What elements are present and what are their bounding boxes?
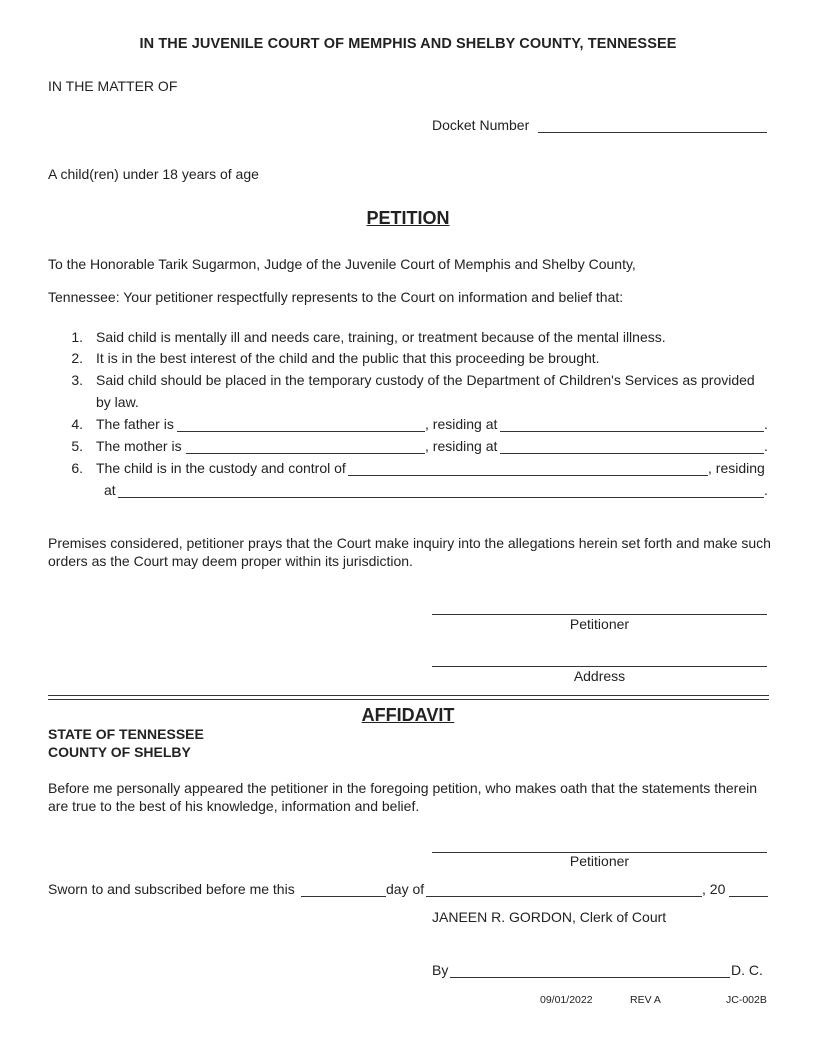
affidavit-petitioner-label: Petitioner bbox=[569, 853, 630, 869]
item-3-text: Said child should be placed in the temporary custody of the Department of Children's Services as provided bbox=[96, 372, 755, 388]
father-residing-label: , residing at bbox=[425, 416, 498, 432]
address-line[interactable] bbox=[432, 666, 767, 667]
mother-name-field[interactable] bbox=[186, 453, 425, 454]
section-divider bbox=[48, 695, 769, 700]
sworn-label: Sworn to and subscribed before me this bbox=[48, 881, 295, 897]
footer-form-number: JC-002B bbox=[726, 994, 767, 1006]
docket-number-field[interactable] bbox=[538, 132, 767, 133]
custody-label: The child is in the custody and control of bbox=[96, 460, 346, 476]
intro-line-2: Tennessee: Your petitioner respectfully represents to the Court on information and belief that: bbox=[48, 289, 624, 305]
item-2-number: 2. bbox=[71, 350, 83, 366]
footer-revision: REV A bbox=[630, 994, 661, 1006]
father-residence-field[interactable] bbox=[500, 431, 764, 432]
by-label: By bbox=[432, 962, 449, 978]
dc-label: D. C. bbox=[731, 962, 763, 978]
mother-residence-field[interactable] bbox=[500, 453, 764, 454]
petition-heading: PETITION bbox=[366, 208, 450, 228]
item-3-text-continued: by law. bbox=[96, 394, 139, 410]
item-2-text: It is in the best interest of the child and the public that this proceeding be brought. bbox=[96, 350, 600, 366]
year-prefix-label: , 20 bbox=[702, 881, 726, 897]
item-3-number: 3. bbox=[71, 372, 83, 388]
oath-paragraph: Before me personally appeared the petitioner in the foregoing petition, who makes oath that the statements therein are true to the best of his knowledge, information and belief. bbox=[48, 780, 757, 814]
affidavit-heading: AFFIDAVIT bbox=[361, 705, 455, 725]
item-5-number: 5. bbox=[71, 438, 83, 454]
deputy-clerk-signature-field[interactable] bbox=[450, 977, 730, 978]
premises-paragraph: Premises considered, petitioner prays that the Court make inquiry into the allegations herein set forth and make such orders as the Court may deem proper within its jurisdiction. bbox=[48, 535, 771, 569]
matter-of-label: IN THE MATTER OF bbox=[48, 78, 178, 94]
court-title: IN THE JUVENILE COURT OF MEMPHIS AND SHELBY COUNTY, TENNESSEE bbox=[139, 36, 677, 52]
day-of-label: day of bbox=[386, 881, 425, 897]
petitioner-signature-line[interactable] bbox=[432, 614, 767, 615]
item-1-text: Said child is mentally ill and needs care, training, or treatment because of the mental illness. bbox=[96, 329, 666, 345]
custody-line-end: . bbox=[764, 482, 768, 498]
item-1-number: 1. bbox=[71, 329, 83, 345]
custodian-name-field[interactable] bbox=[348, 475, 708, 476]
custodian-residence-field[interactable] bbox=[118, 497, 764, 498]
item-4-number: 4. bbox=[71, 416, 83, 432]
item-6-number: 6. bbox=[71, 460, 83, 476]
footer-date: 09/01/2022 bbox=[540, 994, 593, 1006]
sworn-month-field[interactable] bbox=[426, 896, 702, 897]
father-label: The father is bbox=[96, 416, 174, 432]
sworn-day-field[interactable] bbox=[301, 896, 386, 897]
father-name-field[interactable] bbox=[177, 431, 425, 432]
child-age-text: A child(ren) under 18 years of age bbox=[48, 166, 259, 182]
custody-residing-label: , residing bbox=[708, 460, 765, 476]
father-line-end: . bbox=[764, 416, 768, 432]
address-label: Address bbox=[573, 668, 626, 684]
docket-number-label: Docket Number bbox=[432, 117, 530, 133]
mother-label: The mother is bbox=[96, 438, 182, 454]
intro-line-1: To the Honorable Tarik Sugarmon, Judge of the Juvenile Court of Memphis and Shelby County, bbox=[48, 256, 636, 272]
sworn-year-field[interactable] bbox=[729, 896, 768, 897]
state-label: STATE OF TENNESSEE bbox=[48, 726, 204, 742]
clerk-name: JANEEN R. GORDON, Clerk of Court bbox=[432, 909, 667, 925]
mother-residing-label: , residing at bbox=[425, 438, 498, 454]
petitioner-label: Petitioner bbox=[569, 616, 630, 632]
mother-line-end: . bbox=[764, 438, 768, 454]
custody-at-label: at bbox=[104, 482, 116, 498]
county-label: COUNTY OF SHELBY bbox=[48, 744, 191, 760]
